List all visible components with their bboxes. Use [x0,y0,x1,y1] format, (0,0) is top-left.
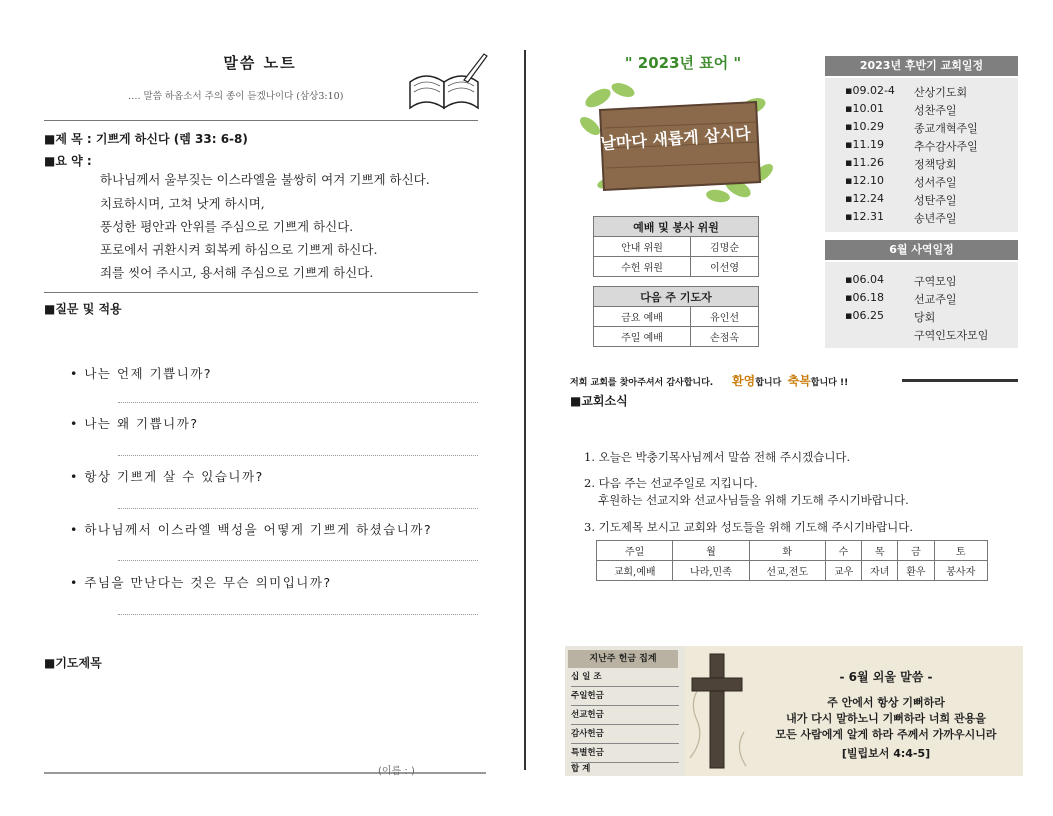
table-row [597,561,988,581]
table-cell: 주일 [597,541,673,561]
schedule-event: 송년주일 [914,212,957,225]
table-cell: 안내 위원 [594,237,691,257]
table-cell: 교회,예배 [597,561,673,581]
blessing-highlight: 축복 [787,374,811,388]
worship-committee-header: 예배 및 봉사 위원 [594,217,759,237]
schedule-date: ▪06.04 [845,273,884,286]
schedule-event: 추수감사주일 [914,140,978,153]
cross-icon [686,648,752,774]
news-item: 1. 오늘은 박충기목사님께서 말씀 전해 주시겠습니다. [584,450,851,464]
table-cell: 목 [862,541,898,561]
schedule-event: 구역모임 [914,275,957,288]
question-item: • 하나님께서 이스라엘 백성을 어떻게 기쁘게 하셨습니까? [70,522,433,537]
schedule-date: ▪12.10 [845,174,884,187]
name-field: (이름 : ) [378,766,415,777]
table-row [594,237,759,257]
offering-row: 특별헌금 [571,744,679,763]
answer-line [118,614,478,615]
summary-line: 하나님께서 울부짖는 이스라엘을 불쌍히 여겨 기쁘게 하신다. [100,172,430,187]
schedule-date: ▪12.24 [845,192,884,205]
offering-row: 선교헌금 [571,706,679,725]
table-cell: 주일 예배 [594,327,691,347]
table-cell: 봉사자 [934,561,988,581]
june-schedule-header: 6월 사역일정 [825,240,1018,260]
memory-verse-line: 주 안에서 항상 기뻐하라 [827,696,945,709]
page-divider [524,50,526,770]
memory-verse-title: - 6월 외울 말씀 - [839,670,933,684]
table-row [594,307,759,327]
table-cell: 환우 [898,561,934,581]
prayer-topics-label: ■기도제목 [44,656,102,670]
table-cell: 화 [749,541,825,561]
schedule-event: 종교개혁주일 [914,122,978,135]
schedule-header: 2023년 후반기 교회일정 [825,56,1018,76]
table-cell: 금 [898,541,934,561]
offering-header: 지난주 헌금 집계 [568,650,678,668]
page-title: 말씀 노트 [223,54,297,72]
schedule-event: 당회 [914,311,936,324]
schedule-date: ▪11.19 [845,138,884,151]
table-cell: 토 [934,541,988,561]
questions-label: ■질문 및 적용 [44,302,122,316]
memory-verse-line: 모든 사람에게 알게 하라 주께서 가까우시니라 [775,728,997,741]
offering-row: 십 일 조 [571,668,679,687]
question-item: • 나는 언제 기쁩니까? [70,366,213,381]
sermon-topic: ■제 목 : 기쁘게 하신다 (렘 33: 6-8) [44,132,248,146]
next-prayer-table [593,286,759,347]
worship-committee-table [593,216,759,277]
question-item: • 나는 왜 기쁩니까? [70,416,199,431]
table-row [594,257,759,277]
welcome-text: 합니다 [755,378,782,388]
answer-line [118,402,478,403]
table-row [594,327,759,347]
schedule-date: ▪09.02-4 [845,84,895,97]
table-cell: 수 [825,541,861,561]
summary-divider [44,292,478,293]
schedule-date: ▪11.26 [845,156,884,169]
motto-text: 날마다 새롭게 삽시다 [599,123,752,154]
schedule-event: 성탄주일 [914,194,957,207]
next-prayer-header: 다음 주 기도자 [594,287,759,307]
news-item: 후원하는 선교지와 선교사님들을 위해 기도해 주시기바랍니다. [598,493,909,507]
summary-line: 포로에서 귀환시켜 회복케 하심으로 기쁘게 하신다. [100,242,378,257]
subtitle-verse: …. 말씀 하옵소서 주의 종이 듣겠나이다 (삼상3:10) [128,91,344,102]
table-cell: 금요 예배 [594,307,691,327]
schedule-event: 정책당회 [914,158,957,171]
news-item: 3. 기도제목 보시고 교회와 성도들을 위해 기도해 주시기바랍니다. [584,520,914,534]
welcome-highlight: 환영 [732,374,756,388]
table-cell: 이선영 [691,257,759,277]
schedule-date: ▪06.18 [845,291,884,304]
schedule-date: ▪12.31 [845,210,884,223]
schedule-event: 산상기도회 [914,86,968,99]
welcome-rule [902,379,1018,382]
table-cell: 유인선 [691,307,759,327]
church-news-label: ■교회소식 [570,394,628,408]
memory-verse-line: 내가 다시 말하노니 기뻐하라 너희 관용을 [786,712,986,725]
table-header-row [597,541,988,561]
schedule-event: 선교주일 [914,293,957,306]
table-cell: 수헌 위원 [594,257,691,277]
table-cell: 김명순 [691,237,759,257]
summary-line: 풍성한 평안과 안위를 주심으로 기쁘게 하신다. [100,219,354,234]
question-item: • 주님을 만난다는 것은 무슨 의미입니까? [70,575,332,590]
motto-year: " 2023년 표어 " [624,54,742,72]
schedule-date: ▪10.01 [845,102,884,115]
summary-line: 치료하시며, 고쳐 낫게 하시며, [100,196,265,211]
open-book-icon [404,52,488,112]
summary-line: 죄를 씻어 주시고, 용서해 주심으로 기쁘게 하신다. [100,265,374,280]
summary-label: ■요 약 : [44,154,92,168]
table-cell: 선교,전도 [749,561,825,581]
table-cell: 나라,민족 [673,561,749,581]
welcome-text: 저희 교회를 찾아주셔서 감사합니다. [570,378,714,388]
table-cell: 손점옥 [691,327,759,347]
question-item: • 항상 기쁘게 살 수 있습니까? [70,469,264,484]
answer-line [118,560,478,561]
welcome-text: 합니다 !! [810,378,849,388]
schedule-event: 성찬주일 [914,104,957,117]
schedule-event: 성서주일 [914,176,957,189]
table-cell: 월 [673,541,749,561]
schedule-date: ▪06.25 [845,309,884,322]
table-cell: 교우 [825,561,861,581]
welcome-message [570,372,848,389]
offering-row: 주일헌금 [571,687,679,706]
schedule-date: ▪10.29 [845,120,884,133]
weekly-prayer-table [596,540,988,581]
table-cell: 자녀 [862,561,898,581]
bottom-divider [44,772,486,774]
answer-line [118,508,478,509]
offering-row: 감사헌금 [571,725,679,744]
title-divider [44,120,478,121]
offering-row: 합 계 [571,764,591,774]
memory-verse-reference: [빌립보서 4:4-5] [841,747,931,760]
news-item: 2. 다음 주는 선교주일로 지킵니다. [584,476,758,490]
answer-line [118,455,478,456]
schedule-event: 구역인도자모임 [914,329,989,342]
